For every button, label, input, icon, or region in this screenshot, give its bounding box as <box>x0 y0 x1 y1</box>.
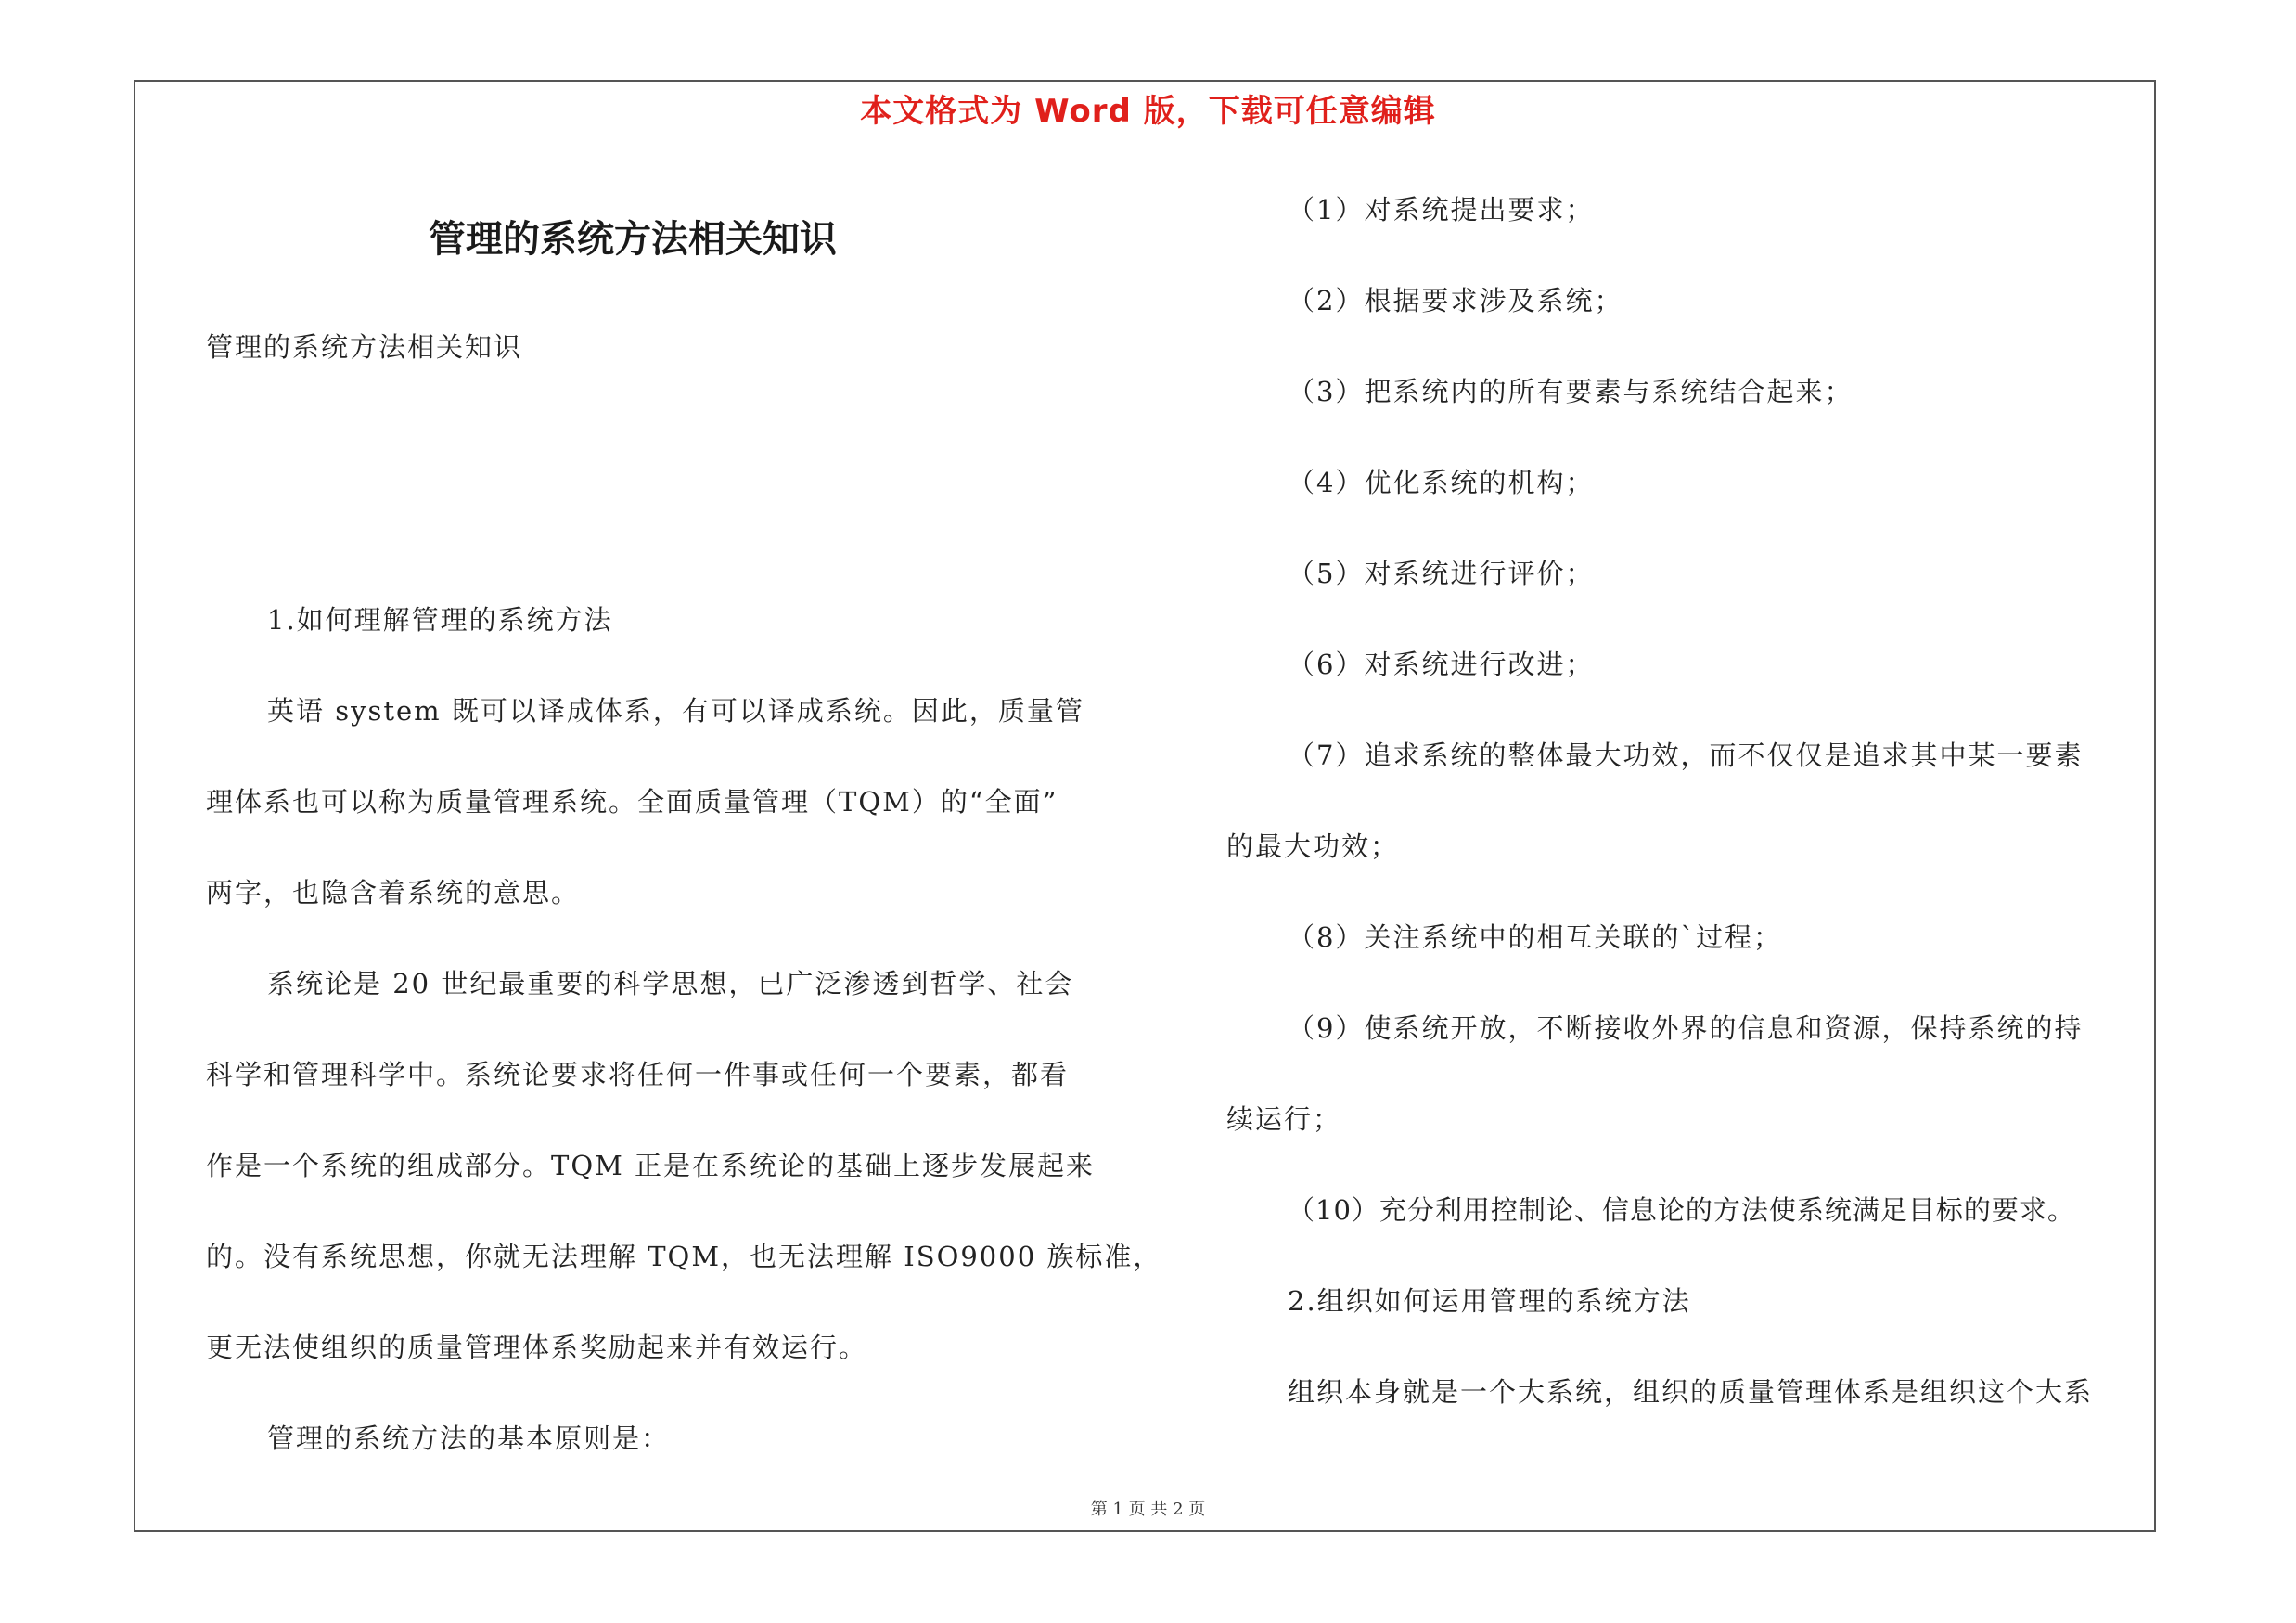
paragraph-line: 理体系也可以称为质量管理系统。全面质量管理（TQM）的“全面” <box>206 786 1058 818</box>
list-item: （7）追求系统的整体最大功效，而不仅仅是追求其中某一要素 <box>1288 740 2084 771</box>
paragraph-line: 作是一个系统的组成部分。TQM 正是在系统论的基础上逐步发展起来 <box>206 1150 1096 1181</box>
format-banner: 本文格式为 Word 版，下载可任意编辑 <box>860 93 1436 130</box>
list-item-continued: 的最大功效； <box>1226 831 1400 862</box>
list-item: （9）使系统开放，不断接收外界的信息和资源，保持系统的持 <box>1288 1012 2084 1044</box>
section-heading: 2.组织如何运用管理的系统方法 <box>1288 1285 1691 1317</box>
list-item: （2）根据要求涉及系统； <box>1288 285 1623 316</box>
paragraph-line: 系统论是 20 世纪最重要的科学思想，已广泛渗透到哲学、社会 <box>267 968 1074 999</box>
document-title: 管理的系统方法相关知识 <box>429 217 837 261</box>
paragraph-line: 科学和管理科学中。系统论要求将任何一件事或任何一个要素，都看 <box>206 1059 1070 1090</box>
paragraph-line: 管理的系统方法的基本原则是： <box>267 1423 671 1454</box>
subtitle-line: 管理的系统方法相关知识 <box>206 331 523 363</box>
list-item: （3）把系统内的所有要素与系统结合起来； <box>1288 376 1853 407</box>
section-heading: 1.如何理解管理的系统方法 <box>267 604 613 636</box>
paragraph-line: 的。没有系统思想，你就无法理解 TQM，也无法理解 ISO9000 族标准， <box>206 1241 1162 1272</box>
paragraph-line: 组织本身就是一个大系统，组织的质量管理体系是组织这个大系 <box>1288 1376 2094 1408</box>
page-number: 第 1 页 共 2 页 <box>1090 1500 1206 1519</box>
paragraph-line: 两字，也隐含着系统的意思。 <box>206 877 581 908</box>
list-item: （6）对系统进行改进； <box>1288 649 1595 680</box>
paragraph-line: 英语 system 既可以译成体系，有可以译成系统。因此，质量管 <box>267 695 1084 727</box>
list-item: （4）优化系统的机构； <box>1288 467 1595 498</box>
list-item: （10）充分利用控制论、信息论的方法使系统满足目标的要求。 <box>1288 1194 2075 1226</box>
list-item: （5）对系统进行评价； <box>1288 558 1595 589</box>
paragraph-line: 更无法使组织的质量管理体系奖励起来并有效运行。 <box>206 1332 868 1363</box>
list-item: （8）关注系统中的相互关联的`过程； <box>1288 921 1782 953</box>
list-item: （1）对系统提出要求； <box>1288 194 1595 225</box>
list-item-continued: 续运行； <box>1226 1103 1342 1135</box>
